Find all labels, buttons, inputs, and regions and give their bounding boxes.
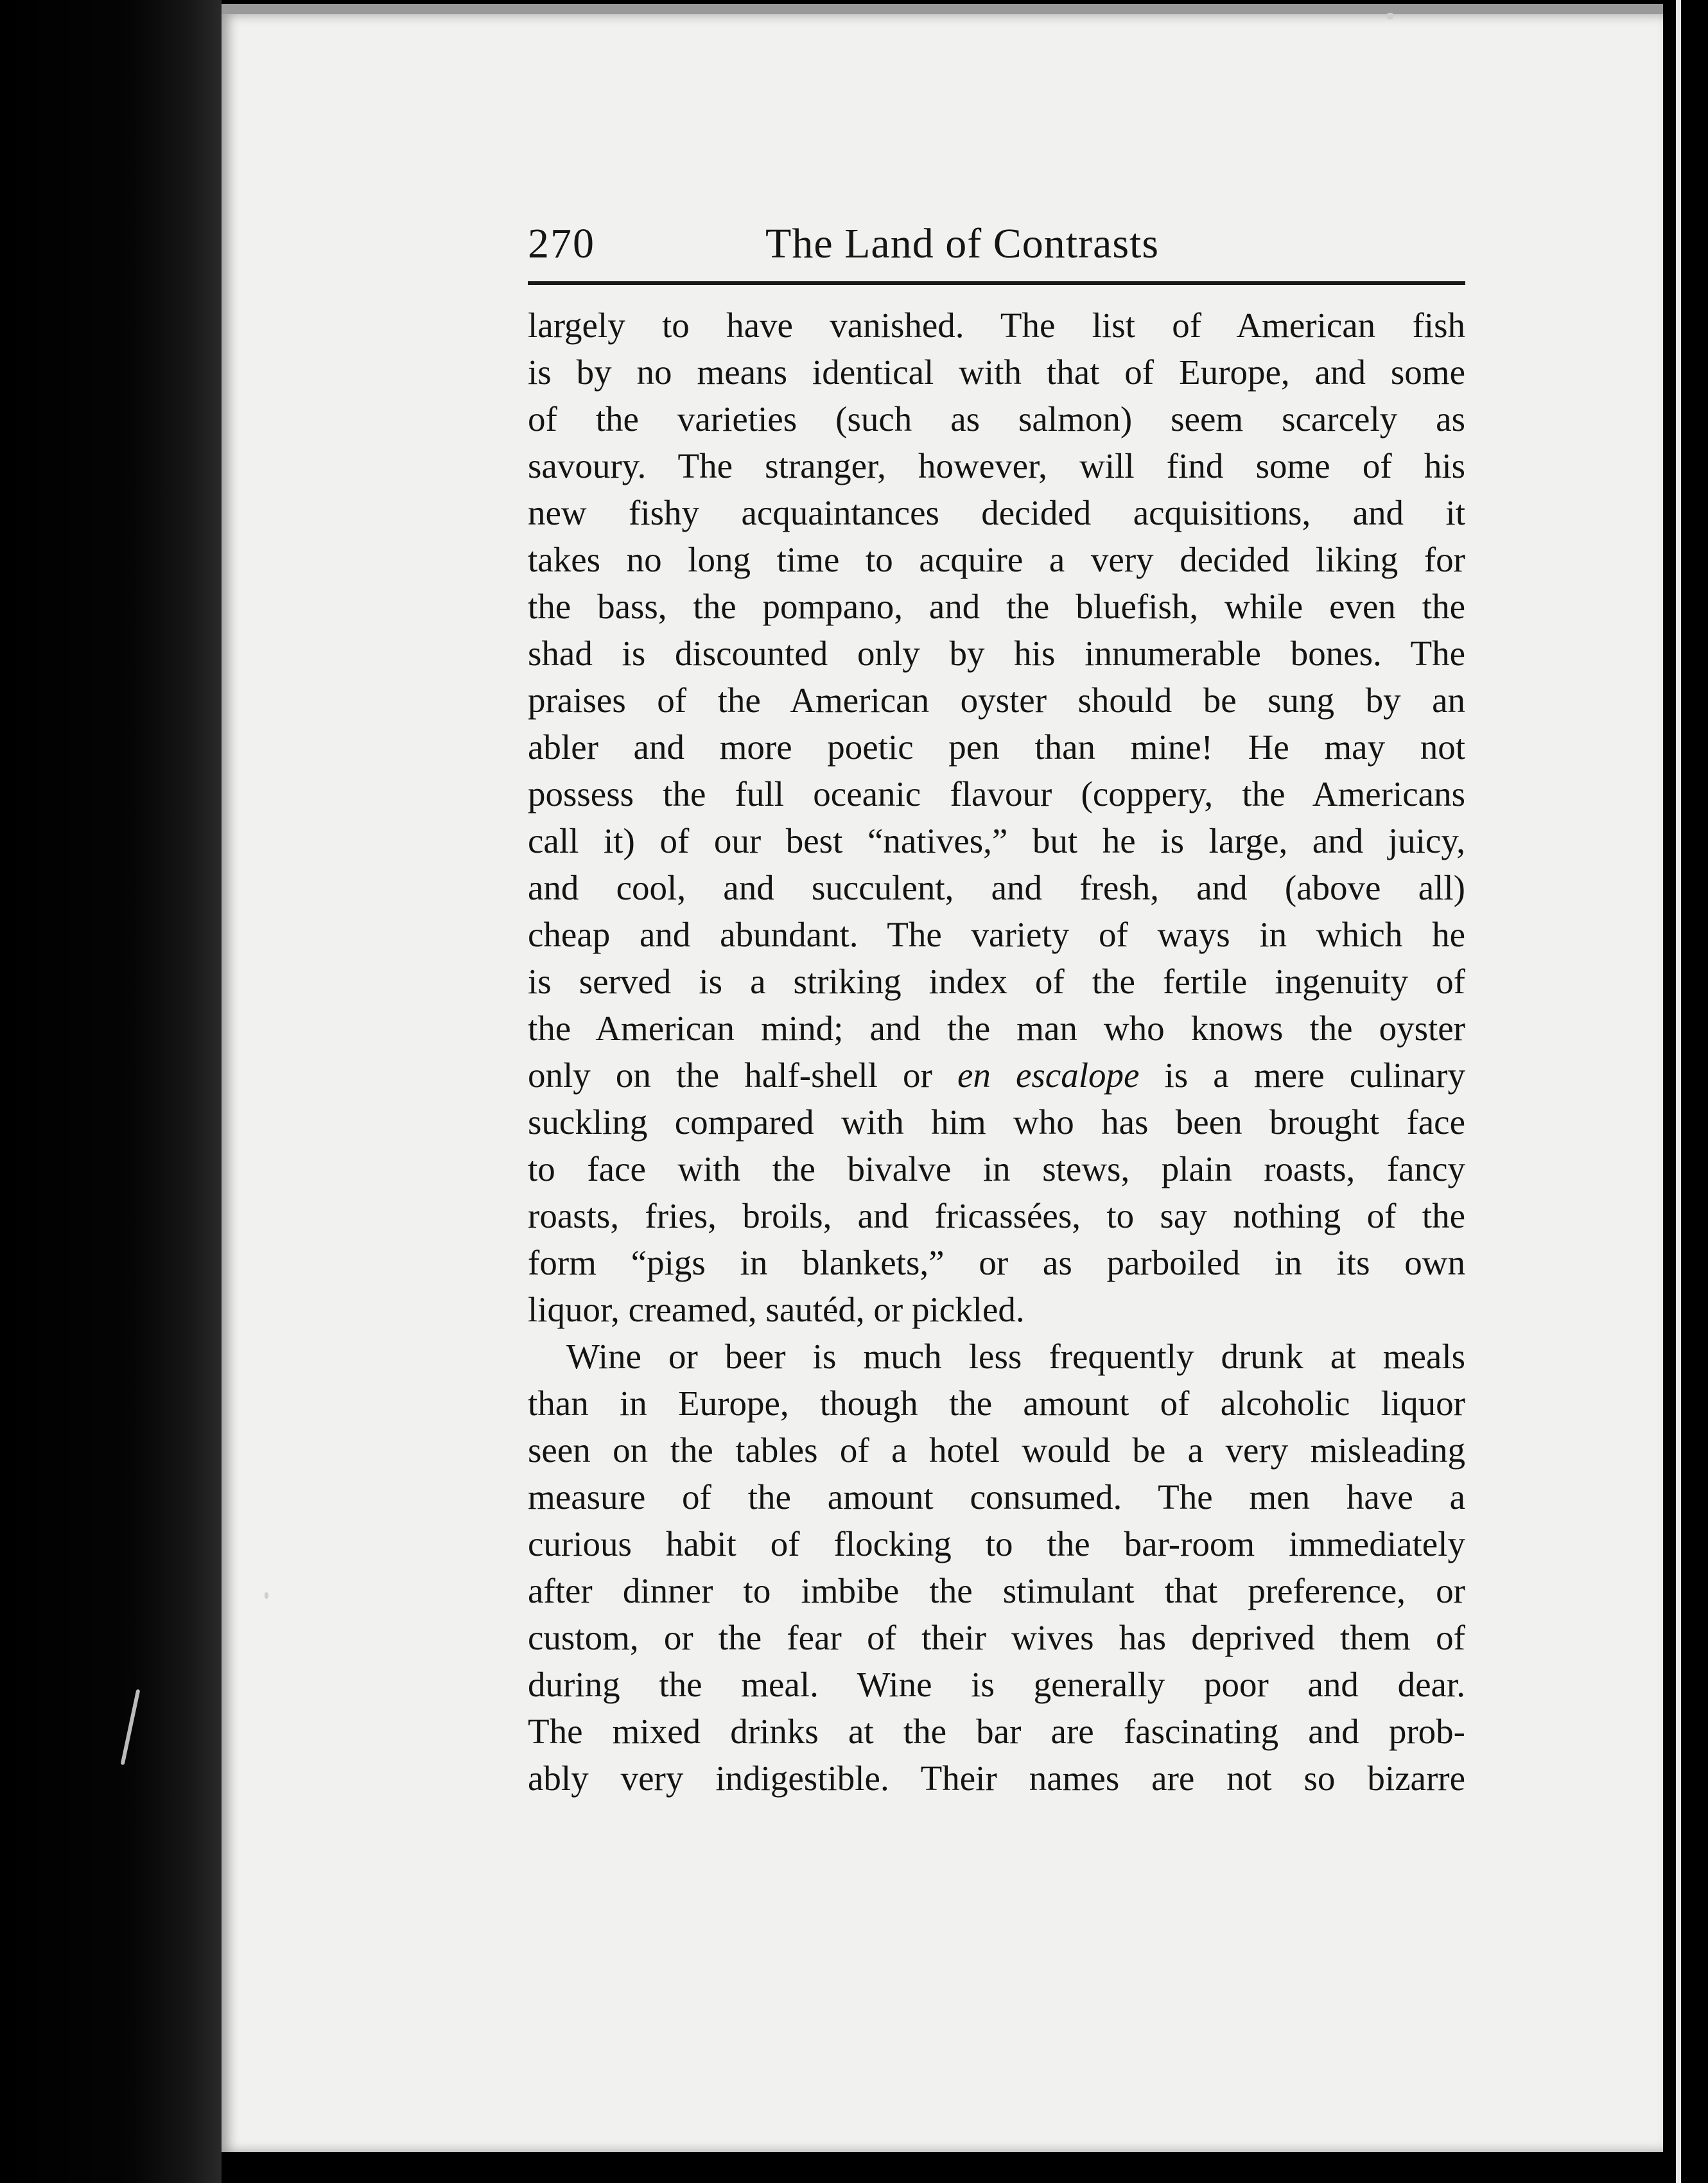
right-margin-shadow — [1663, 0, 1708, 2183]
text-line: suckling compared with him who has been brought face — [528, 1102, 1465, 1142]
header-rule — [528, 281, 1465, 285]
text-line: possess the full oceanic flavour (coppery, the Americans — [528, 774, 1465, 813]
text-line: Wine or beer is much less frequently drunk at meals — [566, 1337, 1465, 1376]
text-line: abler and more poetic pen than mine! He may not — [528, 727, 1465, 767]
text-line: liquor, creamed, sautéd, or pickled. — [528, 1290, 1025, 1329]
text-line: to face with the bivalve in stews, plain roasts, fancy — [528, 1149, 1465, 1188]
italic-phrase: en escalope — [957, 1056, 1140, 1095]
text-line: roasts, fries, broils, and fricassées, to say nothing of the — [528, 1196, 1465, 1235]
text-line: The mixed drinks at the bar are fascinating and prob- — [528, 1712, 1465, 1751]
text-line: the bass, the pompano, and the bluefish, while even the — [528, 587, 1465, 626]
text-line: call it) of our best “natives,” but he is large, and juicy, — [528, 821, 1465, 860]
book-spine-shadow — [0, 0, 222, 2183]
text-line: praises of the American oyster should be sung by an — [528, 681, 1465, 720]
text-line: form “pigs in blankets,” or as parboiled in its own — [528, 1243, 1465, 1282]
text-line: than in Europe, though the amount of alcoholic liquor — [528, 1384, 1465, 1423]
text-line: curious habit of flocking to the bar-room immediately — [528, 1524, 1465, 1563]
text-line: measure of the amount consumed. The men have a — [528, 1477, 1465, 1517]
text-line: is by no means identical with that of Europe, and some — [528, 352, 1465, 392]
text-line: the American mind; and the man who knows the oyster — [528, 1009, 1465, 1048]
text-segment: is a mere culinary — [1139, 1056, 1465, 1095]
paragraph-2 — [528, 1333, 1465, 1802]
scan-artifact — [265, 1592, 268, 1599]
paragraph-1 — [528, 302, 1465, 1333]
text-segment: only on the half-shell or — [528, 1056, 957, 1095]
text-line: custom, or the fear of their wives has deprived them of — [528, 1618, 1465, 1657]
text-line: takes no long time to acquire a very decided liking for — [528, 540, 1465, 579]
text-line: new fishy acquaintances decided acquisitions, and it — [528, 493, 1465, 532]
facing-page-edge — [1676, 0, 1681, 2183]
text-line: of the varieties (such as salmon) seem scarcely as — [528, 399, 1465, 439]
body-text — [528, 302, 1465, 1802]
text-line: after dinner to imbibe the stimulant that preference, or — [528, 1571, 1465, 1610]
page-header — [528, 212, 1465, 283]
text-line: seen on the tables of a hotel would be a very misleading — [528, 1431, 1465, 1470]
text-line: is served is a striking index of the fertile ingenuity of — [528, 962, 1465, 1001]
page-top-edge — [222, 4, 1663, 14]
text-line: during the meal. Wine is generally poor and dear. — [528, 1665, 1465, 1704]
text-line: savoury. The stranger, however, will find some of his — [528, 446, 1465, 485]
text-line: largely to have vanished. The list of American fish — [528, 306, 1465, 345]
page-number: 270 — [528, 220, 595, 267]
text-line: cheap and abundant. The variety of ways in which he — [528, 915, 1465, 954]
text-line-with-italic — [528, 1052, 1465, 1099]
scan-artifact — [1387, 13, 1393, 19]
running-title: The Land of Contrasts — [765, 220, 1160, 267]
text-line: and cool, and succulent, and fresh, and (above all) — [528, 868, 1465, 907]
text-line: shad is discounted only by his innumerable bones. The — [528, 634, 1465, 673]
text-line: ably very indigestible. Their names are not so bizarre — [528, 1759, 1465, 1798]
